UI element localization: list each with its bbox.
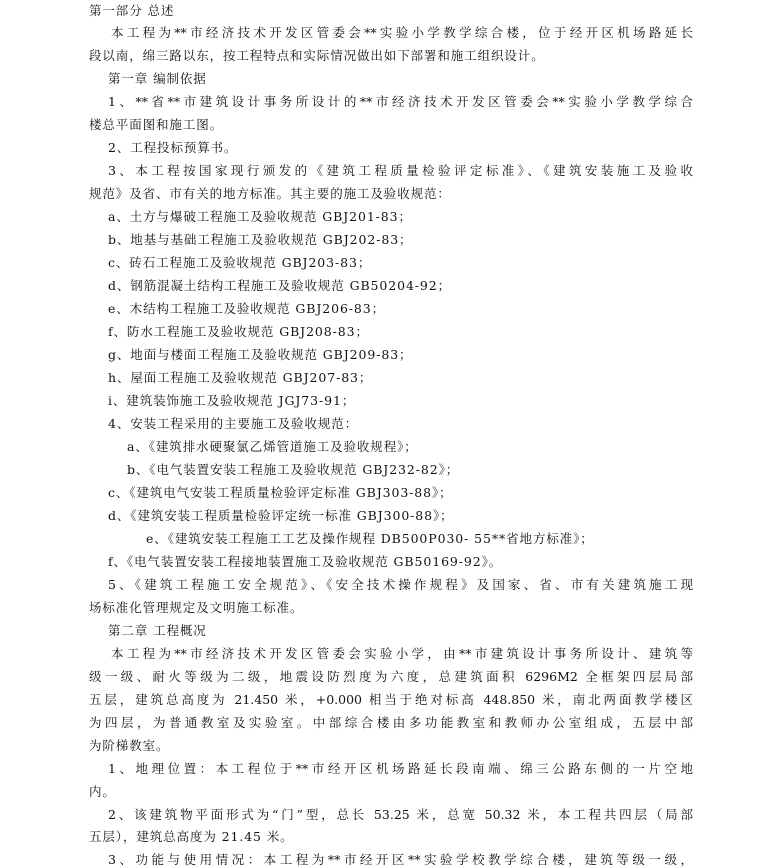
ch1-item-3-line-2: 规范》及省、市有关的地方标准。其主要的施工及验收规范：: [89, 186, 451, 201]
spec-item: i、建筑装饰施工及验收规范 JGJ73-91；: [108, 393, 356, 408]
install-spec-item: d、《建筑安装工程质量检验评定统一标准 GBJ300-88》；: [108, 508, 454, 523]
ch2-item-1-line-1: 1、地理位置：本工程位于**市经开区机场路延长段南端、绵三公路东侧的一片空地: [108, 761, 693, 776]
part-title: 第一部分 总述: [89, 3, 175, 18]
ch1-item-1-line-2: 楼总平面图和施工图。: [89, 117, 224, 132]
ch1-item-3-line-1: 3、本工程按国家现行颁发的《建筑工程质量检验评定标准》、《建筑安装施工及验收: [108, 163, 693, 178]
ch2-item-1-line-2: 内。: [89, 784, 116, 799]
overview-line-1: 本工程为**市经济技术开发区管委会实验小学，由**市建筑设计事务所设计、建筑等: [111, 646, 693, 661]
ch1-item-1-line-1: 1、**省**市建筑设计事务所设计的**市经济技术开发区管委会**实验小学教学综合: [108, 94, 693, 109]
install-spec-item: b、《电气装置安装工程施工及验收规范 GBJ232-82》；: [127, 462, 460, 477]
spec-item: d、钢筋混凝土结构工程施工及验收规范 GB50204-92；: [108, 278, 452, 293]
ch1-item-5-line-1: 5、《建筑工程施工安全规范》、《安全技术操作规程》及国家、省、市有关建筑施工现: [108, 577, 693, 592]
ch1-item-4: 4、安装工程采用的主要施工及验收规范：: [108, 416, 359, 431]
chapter-1-title: 第一章 编制依据: [108, 71, 207, 86]
install-spec-item: c、《建筑电气安装工程质量检验评定标准 GBJ303-88》；: [108, 485, 453, 500]
overview-line-5: 为阶梯教室。: [89, 738, 170, 753]
ch2-item-2-line-1: 2、该建筑物平面形式为“门”型，总长 53.25 米，总宽 50.32 米，本工程共四层（局部: [108, 807, 693, 822]
ch1-item-5-line-2: 场标准化管理规定及文明施工标准。: [89, 600, 304, 615]
install-spec-item: f、《电气装置安装工程接地装置施工及验收规范 GB50169-92》。: [108, 554, 503, 569]
spec-item: f、防水工程施工及验收规范 GBJ208-83；: [108, 324, 369, 339]
intro-line-1: 本工程为**市经济技术开发区管委会**实验小学教学综合楼，位于经开区机场路延长: [111, 25, 693, 40]
intro-line-2: 段以南，绵三路以东，按工程特点和实际情况做出如下部署和施工组织设计。: [89, 48, 545, 63]
install-spec-item: e、《建筑安装工程施工工艺及操作规程 DB500P030- 55**省地方标准》；: [146, 531, 594, 546]
overview-line-4: 为四层，为普通教室及实验室。中部综合楼由多功能教室和教师办公室组成，五层中部: [89, 715, 693, 730]
chapter-2-title: 第二章 工程概况: [108, 623, 207, 638]
overview-line-2: 级一级、耐火等级为二级，地震设防烈度为六度，总建筑面积 6296M2 全框架四层局部: [89, 669, 693, 684]
ch2-item-3-line-1: 3、功能与使用情况：本工程为**市经开区**实验学校教学综合楼，建筑等级一级，: [108, 852, 693, 867]
overview-line-3: 五层，建筑总高度为 21.450 米，+0.000 相当于绝对标高 448.850 米，南北两面教学楼区: [89, 692, 693, 707]
spec-item: c、砖石工程施工及验收规范 GBJ203-83；: [108, 255, 372, 270]
ch2-item-2-line-2: 五层），建筑总高度为 21.45 米。: [89, 829, 294, 844]
spec-item: g、地面与楼面工程施工及验收规范 GBJ209-83；: [108, 347, 413, 362]
spec-item: b、地基与基础工程施工及验收规范 GBJ202-83；: [108, 232, 413, 247]
spec-item: h、屋面工程施工及验收规范 GBJ207-83；: [108, 370, 373, 385]
spec-item: a、土方与爆破工程施工及验收规范 GBJ201-83；: [108, 209, 412, 224]
spec-item: e、木结构工程施工及验收规范 GBJ206-83；: [108, 301, 386, 316]
install-spec-item: a、《建筑排水硬聚氯乙烯管道施工及验收规程》；: [127, 439, 418, 454]
ch1-item-2: 2、工程投标预算书。: [108, 140, 238, 155]
